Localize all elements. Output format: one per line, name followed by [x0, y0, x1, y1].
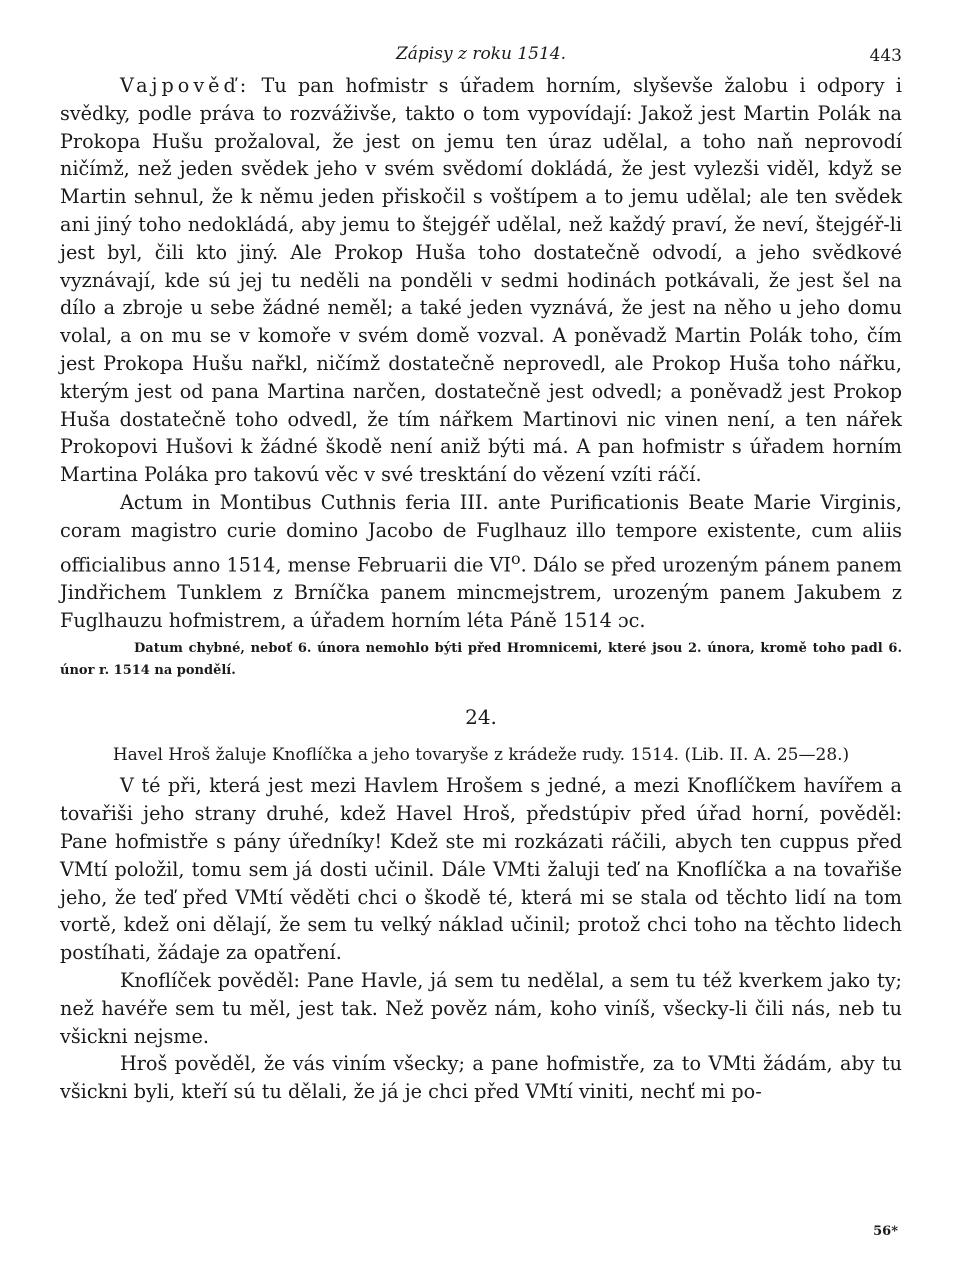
running-head — [60, 42, 902, 72]
section-body — [60, 772, 902, 1106]
actum-superscript: o — [510, 548, 521, 568]
section-number: 24. — [465, 705, 497, 730]
section-heading: Havel Hroš žaluje Knoflíčka a jeho tovaryše z krádeže rudy. 1514. (Lib. II. A. 25—28.) — [112, 745, 850, 766]
page-number: 443 — [869, 46, 902, 66]
footnote: Datum chybné, neboť 6. února nemohlo býti před Hromnicemi, které jsou 2. února, kromě toho padl 6. únor r. 1514 na pondělí. — [60, 641, 902, 679]
verdict-paragraph — [60, 72, 902, 489]
signature-mark: 56* — [873, 1224, 898, 1239]
document-page — [60, 42, 902, 1106]
verdict-block — [60, 72, 902, 634]
actum-text: Actum in Montibus Cuthnis feria III. ante Purificationis Beate Marie Virginis, coram magistro curie domino Jacobo de Fuglhauz illo tempore existente, cum aliis officialibus anno 1514, mense Februarii die VI — [60, 490, 902, 576]
actum-paragraph — [60, 489, 902, 634]
verdict-text: Tu pan hofmistr s úřadem horním, slyševše žalobu i odpory i svědky, podle práva to rozváživše, takto o tom vypovídají: Jakož jest Martin Polák na Prokopa Hušu prožaloval, že jest on jemu ten úraz udělal, a toho naň neprovodí ničímž, než jeden svědek jeho v svém svědomí dokládá, že jest vylezši viděl, když se Martin sehnul, že k němu jeden přiskočil s voštípem a to jemu udělal; ale ten svědek ani jiný toho nedokládá, aby jemu to štejgéř udělal, než každý praví, že neví, štejgéř-li jest byl, čili kto jiný. Ale Prokop Huša toho dostatečně odvodí, a jeho svědkové vyznávají, kde sú jej tu neděli na ponděli v sedmi hodinách potkávali, že jest šel na dílo a zbroje u sebe žádné neměl; a také jeden vyznává, že jest na něho u jeho domu volal, a on mu se v komoře v svém domě vozval. A poněvadž Martin Polák toho, čím jest Prokopa Hušu nařkl, ničímž dostatečně neprovedl, ale Prokop Huša toho nářku, kterým jest od pana Martina narčen, dostatečně jest odvedl; a poněvadž jest Prokop Huša dostatečně toho odvedl, že tím nářkem Martinovi nic vinen není, a ten nářek Prokopovi Hušovi k žádné škodě není aniž býti má. A pan hofmistr s úřadem horním Martina Poláka pro takovú věc v své tresktání do vězení vzíti ráčí. — [60, 74, 902, 487]
body-paragraph-1: V té při, která jest mezi Havlem Hrošem s jedné, a mezi Knoflíčkem havířem a tovařiši jeho strany druhé, kdež Havel Hroš, předstúpiv před úřad horní, pověděl: Pane hofmistře s pány úředníky! Kdež ste mi rozkázati ráčili, abych ten cuppus před VMtí položil, tomu sem já dosti učinil. Dále VMti žaluji teď na Knoflíčka a na tovařiše jeho, že teď před VMtí věděti chci o škodě té, která mi se stala od těchto lidí na tom vortě, kdež oni dělají, že sem tu velký náklad učinil; protož chci toho na těchto lidech postíhati, žádaje za opatření. — [60, 774, 902, 965]
running-title: Zápisy z roku 1514. — [395, 44, 567, 64]
body-paragraph-3: Hroš pověděl, že vás viním všecky; a pane hofmistře, za to VMti žádám, aby tu všickni byli, kteří sú tu dělali, že já je chci před VMtí viniti, nechť mi po- — [60, 1052, 902, 1104]
verdict-lead: Vajpověď: — [120, 74, 251, 97]
body-paragraph-2: Knoflíček pověděl: Pane Havle, já sem tu nedělal, a sem tu též kverkem jako ty; než havéře sem tu měl, jest tak. Než pověz nám, koho viníš, všecky-li čili nás, neb tu všickni nejsme. — [60, 968, 902, 1048]
actum-continuation: . Dálo se před urozeným pánem panem Jindřichem Tunklem z Brníčka panem mincmejstrem, urozeným panem Jakubem z Fuglhauzu hofmistrem, a úřadem horním léta Páně 1514 ɔc. — [60, 552, 902, 632]
